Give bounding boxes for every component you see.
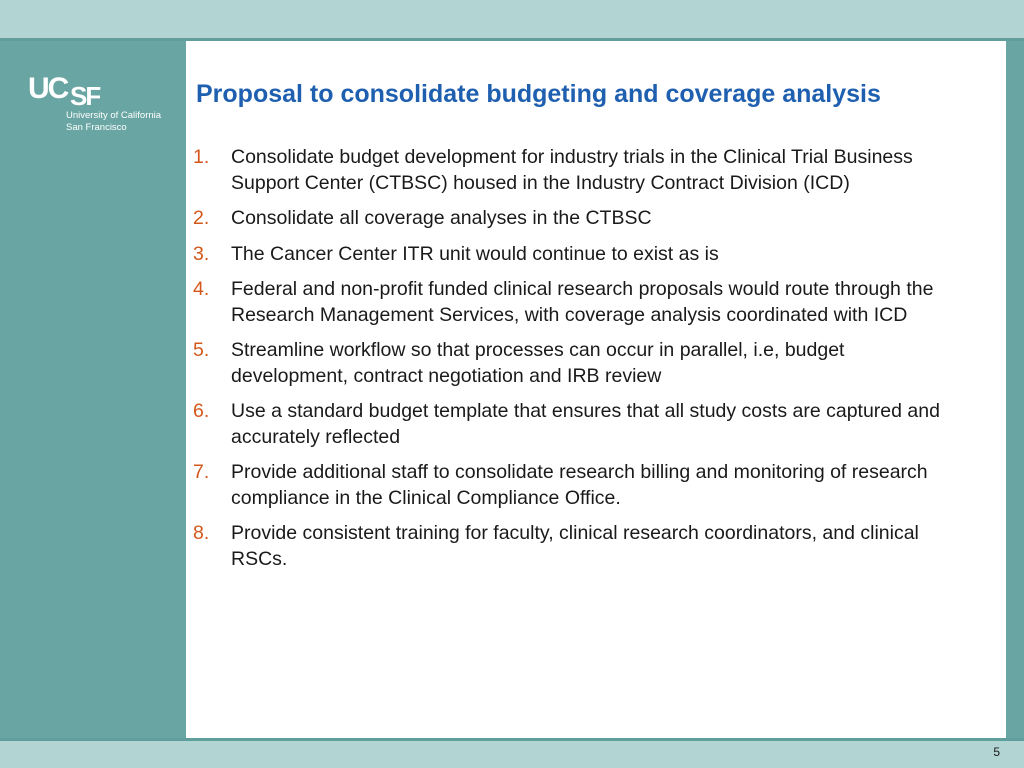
list-item	[193, 460, 963, 511]
bottom-band	[0, 741, 1024, 768]
list-item-text: Streamline workflow so that processes can occur in parallel, i.e, budget development, contract negotiation and IRB review	[231, 339, 845, 387]
list-item	[193, 242, 963, 268]
list-item-number: 1.	[193, 146, 210, 168]
top-band	[0, 0, 1024, 38]
list-item-number: 6.	[193, 400, 210, 422]
list-item	[193, 277, 963, 328]
list-item-text: Consolidate all coverage analyses in the CTBSC	[231, 207, 652, 229]
ucsf-logo-mark	[28, 68, 108, 106]
svg-text:UC: UC	[28, 72, 68, 105]
page-number: 5	[993, 745, 1000, 759]
list-item-number: 3.	[193, 242, 210, 265]
list-item	[193, 399, 963, 450]
list-item	[193, 521, 963, 572]
slide-title: Proposal to consolidate budgeting and coverage analysis	[196, 80, 881, 108]
list-item	[193, 206, 963, 232]
svg-text:SF: SF	[70, 81, 100, 106]
list-item-number: 7.	[193, 461, 210, 483]
logo-university-line: University of California	[66, 110, 162, 121]
right-strip	[1006, 41, 1024, 738]
list-item-number: 2.	[193, 207, 210, 229]
logo-campus-line: San Francisco	[66, 122, 127, 133]
list-item-number: 4.	[193, 278, 210, 300]
list-item	[193, 338, 963, 389]
list-item	[193, 145, 963, 196]
list-item-text: The Cancer Center ITR unit would continue to exist as is	[231, 242, 719, 265]
list-item-text: Provide additional staff to consolidate research billing and monitoring of research compliance in the Clinical Compliance Office.	[231, 461, 928, 509]
list-item-number: 8.	[193, 522, 210, 544]
ucsf-logo	[28, 68, 178, 148]
list-item-text: Federal and non-profit funded clinical research proposals would route through the Research Management Services, with coverage analysis coordinated with ICD	[231, 278, 934, 326]
list-item-text: Consolidate budget development for industry trials in the Clinical Trial Business Support Center (CTBSC) housed in the Industry Contract Division (ICD)	[231, 146, 913, 194]
list-item-number: 5.	[193, 339, 210, 361]
list-item-text: Provide consistent training for faculty, clinical research coordinators, and clinical RSCs.	[231, 522, 919, 570]
proposal-list	[193, 145, 963, 582]
list-item-text: Use a standard budget template that ensures that all study costs are captured and accurately reflected	[231, 400, 940, 448]
